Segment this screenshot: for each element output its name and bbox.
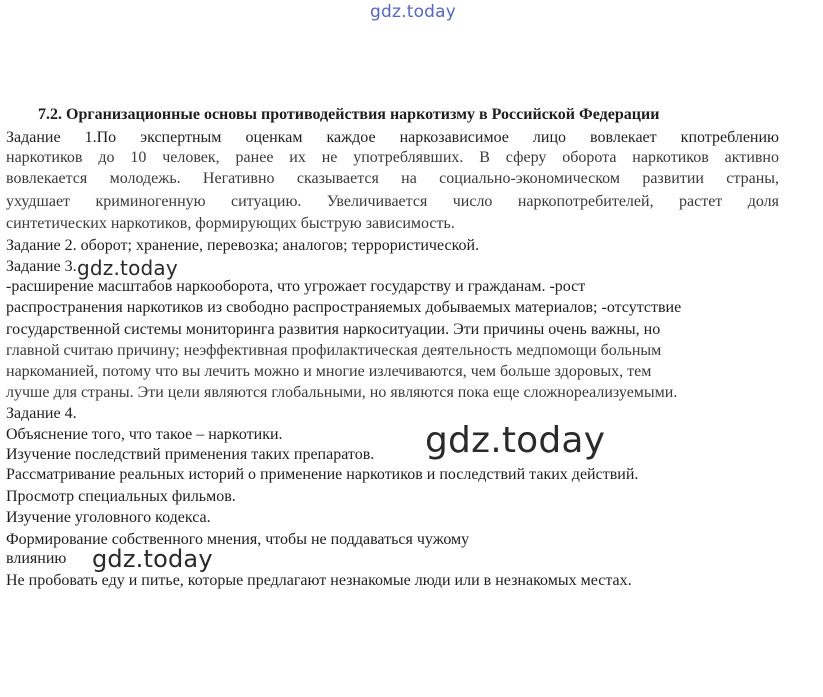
text-line: Задание 3. [6,258,77,275]
text-line: ухудшает криминогенную ситуацию. Увеличивается число наркопотребителей, растет доля [6,193,779,210]
text-line: главной считаю причину; неэффективная профилактическая деятельность медпомощи больным [6,342,662,359]
text-line: наркоманией, потому что вы лечить можно и многие излечиваются, чем больше здоровых, тем [6,363,652,380]
text-line: вовлекается молодежь. Негативно сказывается на социально-экономическом развитии страны, [6,170,779,187]
text-line: синтетических наркотиков, формирующих быструю зависимость. [6,215,455,232]
text-line: Изучение уголовного кодекса. [6,509,211,526]
text-line: государственной системы мониторинга развития наркоситуации. Эти причины очень важны, но [6,321,661,338]
section-heading: 7.2. Организационные основы противодействия наркотизму в Российской Федерации [38,106,660,123]
watermark-top: gdz.today [370,2,457,22]
text-line: наркотиков до 10 человек, ранее их не употреблявших. В сферу оборота наркотиков активно [6,149,779,166]
text-line: Рассматривание реальных историй о применение наркотиков и последствий таких действий. [6,466,639,483]
text-line: распространения наркотиков из свободно распространяемых добываемых материалов; -отсутствие [6,299,682,316]
text-line: Изучение последствий применения таких препаратов. [6,446,375,463]
watermark-bottom-left: gdz.today [92,545,213,573]
text-line: лучше для страны. Эти цели являются глобальными, но являются пока еще сложнореализуемыми. [6,384,678,401]
text-line: Задание 1.По экспертным оценкам каждое наркозависимое лицо вовлекает кпотреблению [6,129,779,146]
watermark-center: gdz.today [425,420,606,461]
text-line: Просмотр специальных фильмов. [6,488,236,505]
watermark-mid-left: gdz.today [77,256,178,280]
text-line: Задание 2. оборот; хранение, перевозка; аналогов; террористической. [6,237,480,254]
text-line: Задание 4. [6,405,77,422]
text-line: Формирование собственного мнения, чтобы не поддаваться чужому [6,531,470,548]
text-line: Объяснение того, что такое – наркотики. [6,426,283,443]
text-line: -расширение масштабов наркооборота, что угрожает государству и гражданам. -рост [6,278,586,295]
text-line: Не пробовать еду и питье, которые предлагают незнакомые люди или в незнакомых местах. [6,572,632,589]
text-line: влиянию [6,550,67,567]
